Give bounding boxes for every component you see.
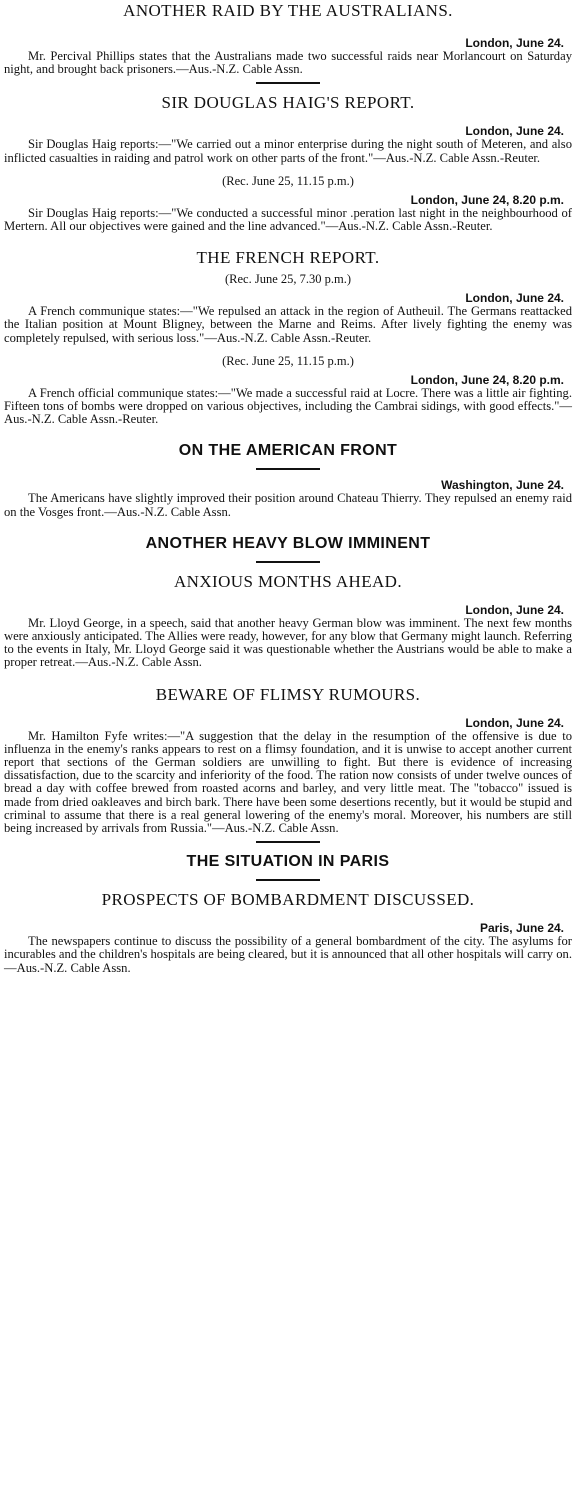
article-body: Sir Douglas Haig reports:—"We conducted a successful minor .peration last night in the neighbourhood of Mertern. All our objectives were gained and the line advanced."—Aus.-N.Z. Cable Assn.-Reuter. [4, 205, 572, 234]
article-body: The Americans have slightly improved their position around Chateau Thierry. They repulsed an enemy raid on the Vosges front.—Aus.-N.Z. Cable Assn. [4, 491, 572, 519]
headline: BEWARE OF FLIMSY RUMOURS. [155, 684, 421, 704]
subheadline: ANXIOUS MONTHS AHEAD. [174, 571, 402, 591]
headline: ANOTHER HEAVY BLOW IMMINENT [145, 534, 431, 552]
received-time: (Rec. June 25, 11.15 p.m.) [222, 173, 354, 188]
headline: SIR DOUGLAS HAIG'S REPORT. [161, 93, 415, 113]
article-body: Sir Douglas Haig reports:—"We carried out a minor enterprise during the night south of Meteren, and also inflicted casualties in raiding and patrol work on other parts of the front."—Aus.-N.Z. Cable Assn.-Reuter. [4, 137, 572, 165]
section-divider [256, 879, 320, 881]
received-time: (Rec. June 25, 11.15 p.m.) [222, 353, 354, 368]
article-body: Mr. Percival Phillips states that the Australians made two successful raids near Morlancourt on Saturday night, and brought back prisoners.—Aus.-N.Z. Cable Assn. [4, 49, 572, 77]
article-body: A French communique states:—"We repulsed an attack in the region of Autheuil. The Germans reattacked the Italian position at Mount Bligney, between the Marne and Reims. After lively fighting the enemy was completely repulsed, with serious loss."—Aus.-N.Z. Cable Assn.-Reuter. [4, 304, 572, 345]
article-haig-report [4, 92, 572, 247]
article-french-report [4, 247, 572, 440]
dateline: London, June 24, 8.20 p.m. [410, 192, 564, 207]
article-body: Mr. Lloyd George, in a speech, said that another heavy German blow was imminent. The next few months were anxiously anticipated. The Allies were ready, however, for any blow that Germany might launch. Referring to the events in Italy, Mr. Lloyd George said it was questionable whether the Austrians would be able to make a proper retreat.—Aus.-N.Z. Cable Assn. [4, 615, 572, 670]
dateline: Washington, June 24. [441, 478, 564, 493]
section-divider [256, 561, 320, 563]
dateline: London, June 24, 8.20 p.m. [410, 372, 564, 387]
article-australian-raid [4, 0, 572, 84]
dateline: London, June 24. [465, 124, 564, 139]
headline: ANOTHER RAID BY THE AUSTRALIANS. [123, 1, 453, 20]
headline: THE SITUATION IN PARIS [186, 853, 390, 871]
section-divider [256, 82, 320, 84]
article-american-front [4, 440, 572, 532]
dateline: London, June 24. [465, 291, 564, 306]
section-divider [256, 841, 320, 843]
dateline: London, June 24. [465, 36, 564, 50]
article-flimsy-rumours [4, 684, 572, 844]
article-body: Mr. Hamilton Fyfe writes:—"A suggestion that the delay in the resumption of the offensive is due to influenza in the enemy's ranks appears to rest on a flimsy foundation, and it is unwise to accept another current report that sections of the German soldiers are unwilling to fight. But there is evidence of increasing dissatisfaction, due to the scarcity and inferiority of the food. The ration now consists of under twelve ounces of bread a day with coffee brewed from roasted acorns and barley, and very little meat. The "tobacco" issued is made from dried oakleaves and birch bark. There have been some desertions recently, but it would be stupid and criminal to assume that there is a real general lowering of the enemy's moral. Moreover, his numbers are still being increased by arrivals from Russia."—Aus.-N.Z. Cable Assn. [4, 728, 572, 836]
dateline: London, June 24. [465, 602, 564, 617]
article-heavy-blow [4, 533, 572, 684]
received-time: (Rec. June 25, 7.30 p.m.) [224, 272, 352, 287]
article-body: The newspapers continue to discuss the possibility of a general bombardment of the city. The asylums for incurables and the children's hospitals are being cleared, but it is announced that all other hospitals will carry on.—Aus.-N.Z. Cable Assn. [4, 934, 572, 975]
subheadline: PROSPECTS OF BOMBARDMENT DISCUSSED. [101, 890, 475, 910]
article-situation-paris [4, 851, 572, 975]
dateline: London, June 24. [465, 715, 564, 730]
section-divider [256, 468, 320, 470]
headline: THE FRENCH REPORT. [196, 248, 380, 268]
dateline: Paris, June 24. [479, 921, 564, 936]
article-body: A French official communique states:—"We made a successful raid at Locre. There was a little air fighting. Fifteen tons of bombs were dropped on various objectives, including the Cambrai sidings, with good effects."—Aus.-N.Z. Cable Assn.-Reuter. [4, 385, 572, 427]
headline: ON THE AMERICAN FRONT [178, 442, 398, 460]
